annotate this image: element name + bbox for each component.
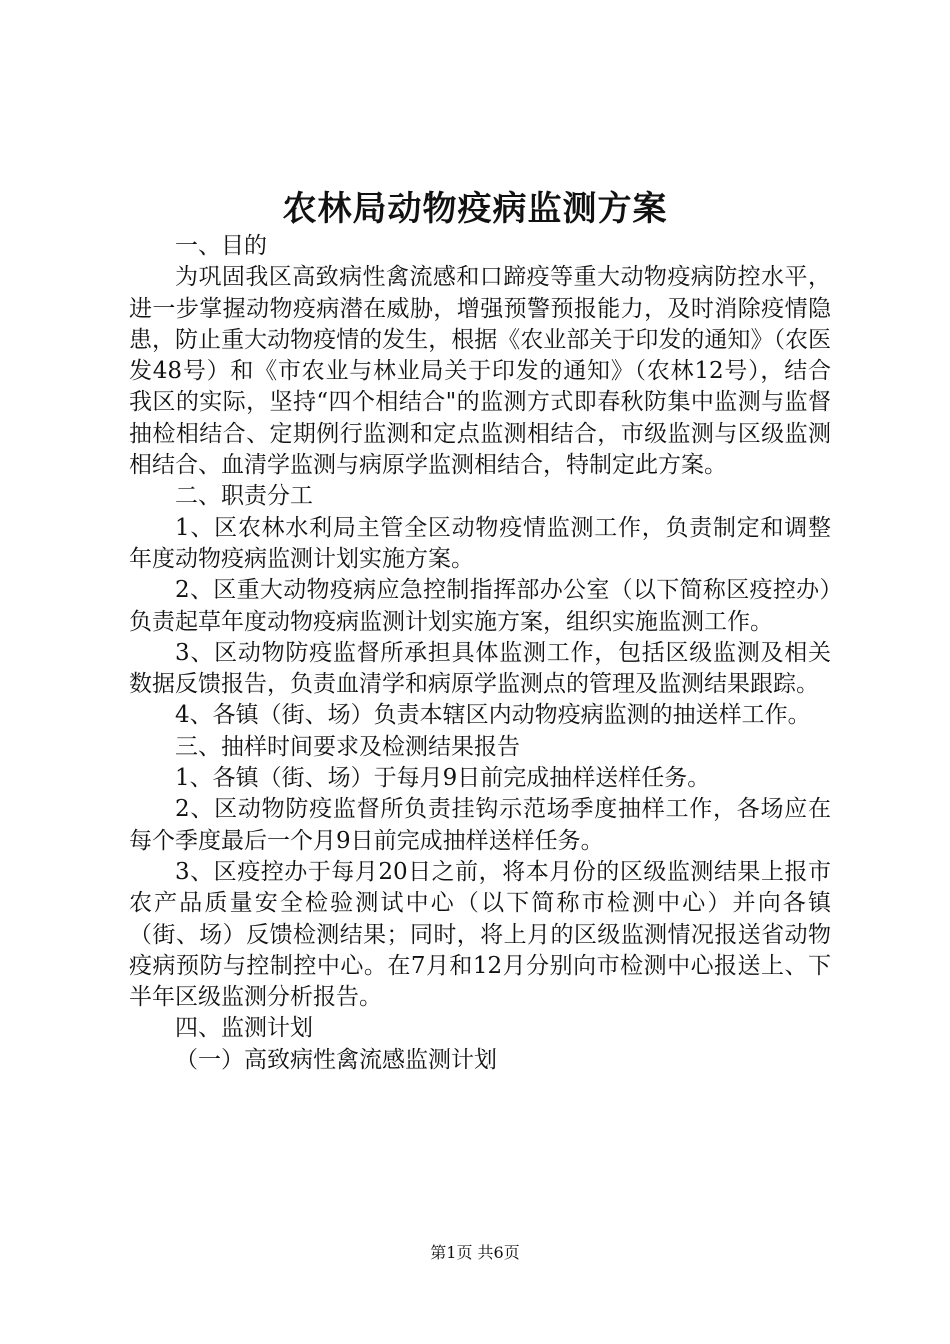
paragraph-sampling-1: 1、各镇（街、场）于每月9日前完成抽样送样任务。 bbox=[175, 765, 711, 792]
paragraph-purpose: 为巩固我区高致病性禽流感和口蹄疫等重大动物疫病防控水平，进一步掌握动物疫病潜在威胁，增强预警预报能力，及时消除疫情隐患，防止重大动物疫情的发生，根据《农业部关于印发的通知》（农医发48号）和《市农业与林业局关于印发的通知》（农林12号），结合我区的实际，坚持“四个相结合"的监测方式即春秋防集中监测与监督抽检相结合、定期例行监测和定点监测相结合，市级监测与区级监测相结合、血清学监测与病原学监测相结合，特制定此方案。 bbox=[129, 264, 831, 479]
document-title: 农林局动物疫病监测方案 bbox=[282, 189, 668, 229]
paragraph-responsibility-3: 3、区动物防疫监督所承担具体监测工作，包括区级监测及相关数据反馈报告，负责血清学和病原学监测点的管理及监测结果跟踪。 bbox=[129, 639, 831, 698]
paragraph-responsibility-4: 4、各镇（街、场）负责本辖区内动物疫病监测的抽送样工作。 bbox=[175, 702, 811, 729]
document-body bbox=[129, 231, 831, 1076]
page-footer: 第1页 共6页 bbox=[430, 1243, 520, 1262]
section-heading-purpose: 一、目的 bbox=[175, 233, 267, 259]
paragraph-sampling-2: 2、区动物防疫监督所负责挂钩示范场季度抽样工作，各场应在每个季度最后一个月9日前完成抽样送样任务。 bbox=[129, 796, 831, 854]
paragraph-sampling-3: 3、区疫控办于每月20日之前，将本月份的区级监测结果上报市农产品质量安全检验测试中心（以下简称市检测中心）并向各镇（街、场）反馈检测结果；同时，将上月的区级监测情况报送省动物疫病预防与控制控中心。在7月和12月分别向市检测中心报送上、下半年区级监测分析报告。 bbox=[129, 858, 831, 1011]
section-heading-plan: 四、监测计划 bbox=[175, 1015, 313, 1042]
section-heading-sampling: 三、抽样时间要求及检测结果报告 bbox=[175, 733, 520, 760]
section-heading-responsibilities: 二、职责分工 bbox=[175, 483, 313, 510]
paragraph-responsibility-1: 1、区农林水利局主管全区动物疫情监测工作，负责制定和调整年度动物疫病监测计划实施方案。 bbox=[129, 514, 831, 572]
subheading-avian-influenza-plan: （一）高致病性禽流感监测计划 bbox=[175, 1046, 497, 1073]
paragraph-responsibility-2: 2、区重大动物疫病应急控制指挥部办公室（以下简称区疫控办）负责起草年度动物疫病监测计划实施方案，组织实施监测工作。 bbox=[129, 577, 831, 635]
